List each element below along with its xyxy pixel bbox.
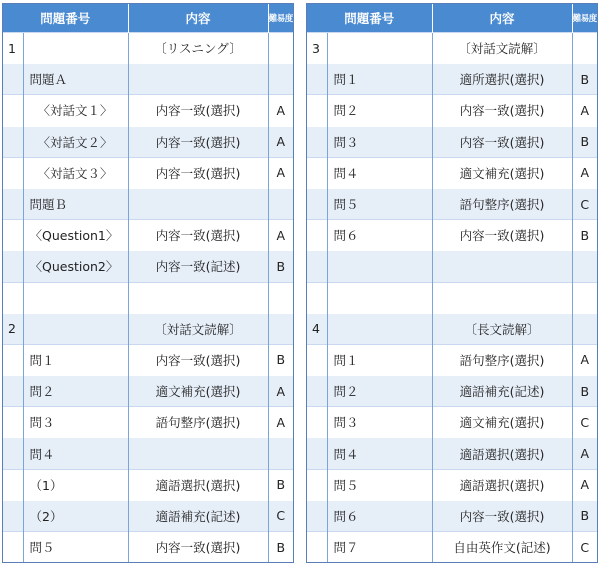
sub-question: 問４ <box>327 438 432 469</box>
difficulty-grade: A <box>268 157 293 188</box>
sub-question <box>327 282 432 313</box>
sub-question: （1） <box>23 469 128 500</box>
question-number <box>3 407 23 438</box>
difficulty-grade: A <box>572 95 597 126</box>
sub-question: 問題Ｂ <box>23 188 128 219</box>
sub-question: 〈Question2〉 <box>23 251 128 282</box>
difficulty-grade: C <box>572 532 597 563</box>
sub-question: 問７ <box>327 532 432 563</box>
question-number <box>3 500 23 531</box>
question-number <box>3 188 23 219</box>
right-table <box>307 4 597 562</box>
difficulty-grade: B <box>572 126 597 157</box>
sub-question: 問１ <box>327 64 432 95</box>
difficulty-grade: A <box>572 157 597 188</box>
difficulty-grade <box>268 282 293 313</box>
sub-question: 問２ <box>327 95 432 126</box>
question-content: 内容一致(選択) <box>128 157 268 188</box>
sub-question <box>23 313 128 344</box>
table-row <box>3 469 293 500</box>
left-table-panel <box>2 3 294 563</box>
table-row <box>3 251 293 282</box>
question-number: 2 <box>3 313 23 344</box>
question-content: 適語選択(選択) <box>432 469 572 500</box>
right-table-panel <box>306 3 598 563</box>
question-number <box>307 188 327 219</box>
left-table <box>3 4 293 562</box>
table-row <box>307 126 597 157</box>
question-number <box>3 220 23 251</box>
header-question: 問題番号 <box>3 4 128 33</box>
sub-question <box>327 313 432 344</box>
table-row <box>307 469 597 500</box>
question-number <box>307 376 327 407</box>
table-row <box>3 126 293 157</box>
sub-question: 問６ <box>327 220 432 251</box>
table-row <box>3 64 293 95</box>
question-content: 〔リスニング〕 <box>128 33 268 64</box>
difficulty-grade <box>268 33 293 64</box>
table-row <box>3 95 293 126</box>
table-row <box>3 532 293 563</box>
sub-question: 〈対話文３〉 <box>23 157 128 188</box>
question-content: 適語選択(選択) <box>432 438 572 469</box>
difficulty-grade: A <box>572 469 597 500</box>
question-content: 適所選択(選択) <box>432 64 572 95</box>
question-number: 1 <box>3 33 23 64</box>
table-row <box>307 157 597 188</box>
sub-question: 問３ <box>327 126 432 157</box>
question-number <box>307 438 327 469</box>
sub-question: 〈対話文１〉 <box>23 95 128 126</box>
table-row <box>307 313 597 344</box>
question-number <box>3 64 23 95</box>
sub-question: 問１ <box>23 344 128 375</box>
question-number <box>307 126 327 157</box>
header-content: 内容 <box>432 4 572 33</box>
question-content: 内容一致(選択) <box>432 126 572 157</box>
question-content: 内容一致(選択) <box>128 126 268 157</box>
question-content: 〔対話文読解〕 <box>128 313 268 344</box>
question-content <box>128 282 268 313</box>
question-number <box>3 282 23 313</box>
question-number <box>3 157 23 188</box>
right-table-body <box>307 33 597 563</box>
sub-question <box>327 251 432 282</box>
left-header-row <box>3 4 293 33</box>
question-number: 4 <box>307 313 327 344</box>
question-content: 内容一致(選択) <box>128 532 268 563</box>
question-content: 内容一致(選択) <box>128 344 268 375</box>
question-number <box>3 126 23 157</box>
difficulty-grade: C <box>572 188 597 219</box>
question-content <box>432 251 572 282</box>
table-row <box>307 33 597 64</box>
difficulty-grade: A <box>268 220 293 251</box>
difficulty-grade: A <box>268 376 293 407</box>
table-row <box>3 282 293 313</box>
header-difficulty: 難易度 <box>268 4 293 33</box>
question-number <box>307 64 327 95</box>
question-number <box>3 95 23 126</box>
table-row <box>307 438 597 469</box>
difficulty-grade: A <box>268 126 293 157</box>
question-number <box>307 407 327 438</box>
sub-question: 問題Ａ <box>23 64 128 95</box>
difficulty-grade: B <box>268 532 293 563</box>
difficulty-grade <box>268 438 293 469</box>
header-question: 問題番号 <box>307 4 432 33</box>
sub-question <box>327 33 432 64</box>
difficulty-grade: C <box>268 500 293 531</box>
question-number <box>3 251 23 282</box>
question-content: 内容一致(選択) <box>432 500 572 531</box>
difficulty-grade: B <box>268 344 293 375</box>
sub-question: 問６ <box>327 500 432 531</box>
table-row <box>307 500 597 531</box>
question-number <box>307 157 327 188</box>
difficulty-grade: B <box>268 251 293 282</box>
question-number: 3 <box>307 33 327 64</box>
sub-question: 問５ <box>23 532 128 563</box>
difficulty-grade: C <box>572 407 597 438</box>
table-row <box>3 157 293 188</box>
difficulty-grade <box>268 188 293 219</box>
difficulty-grade <box>572 313 597 344</box>
question-content: 適文補充(選択) <box>432 157 572 188</box>
sub-question <box>23 33 128 64</box>
sub-question: 〈Question1〉 <box>23 220 128 251</box>
right-header-row <box>307 4 597 33</box>
question-content <box>128 188 268 219</box>
difficulty-grade <box>572 33 597 64</box>
sub-question: （2） <box>23 500 128 531</box>
question-content: 適語補充(記述) <box>432 376 572 407</box>
question-content: 内容一致(選択) <box>128 95 268 126</box>
sub-question: 問４ <box>23 438 128 469</box>
difficulty-grade: A <box>268 407 293 438</box>
question-content <box>432 282 572 313</box>
question-number <box>307 282 327 313</box>
difficulty-grade <box>572 282 597 313</box>
table-row <box>3 188 293 219</box>
difficulty-grade <box>572 251 597 282</box>
table-row <box>3 33 293 64</box>
question-content: 内容一致(記述) <box>128 251 268 282</box>
question-content: 適文補充(選択) <box>432 407 572 438</box>
question-number <box>307 251 327 282</box>
table-row <box>307 407 597 438</box>
question-content: 語句整序(選択) <box>432 188 572 219</box>
question-content <box>128 438 268 469</box>
table-row <box>307 532 597 563</box>
header-content: 内容 <box>128 4 268 33</box>
difficulty-grade: B <box>572 376 597 407</box>
header-difficulty: 難易度 <box>572 4 597 33</box>
table-row <box>307 188 597 219</box>
question-number <box>3 469 23 500</box>
question-number <box>3 344 23 375</box>
question-content: 自由英作文(記述) <box>432 532 572 563</box>
difficulty-grade: A <box>572 344 597 375</box>
table-row <box>3 438 293 469</box>
question-number <box>307 500 327 531</box>
question-number <box>307 469 327 500</box>
sub-question: 問２ <box>327 376 432 407</box>
table-row <box>3 344 293 375</box>
sub-question: 問３ <box>23 407 128 438</box>
question-content: 内容一致(選択) <box>432 220 572 251</box>
sub-question: 問４ <box>327 157 432 188</box>
question-content: 内容一致(選択) <box>128 220 268 251</box>
table-row <box>307 344 597 375</box>
sub-question: 問３ <box>327 407 432 438</box>
left-table-body <box>3 33 293 563</box>
table-row <box>307 220 597 251</box>
table-row <box>307 95 597 126</box>
table-row <box>3 313 293 344</box>
sub-question: 〈対話文２〉 <box>23 126 128 157</box>
question-number <box>3 376 23 407</box>
question-content: 〔対話文読解〕 <box>432 33 572 64</box>
question-content: 適文補充(選択) <box>128 376 268 407</box>
question-number <box>3 532 23 563</box>
table-row <box>307 376 597 407</box>
question-content: 〔長文読解〕 <box>432 313 572 344</box>
difficulty-grade: A <box>268 95 293 126</box>
question-content: 適語補充(記述) <box>128 500 268 531</box>
table-row <box>3 500 293 531</box>
table-row <box>307 282 597 313</box>
question-number <box>307 220 327 251</box>
question-content <box>128 64 268 95</box>
difficulty-grade <box>268 64 293 95</box>
question-number <box>307 532 327 563</box>
difficulty-grade: B <box>268 469 293 500</box>
table-row <box>307 64 597 95</box>
table-row <box>3 376 293 407</box>
question-content: 内容一致(選択) <box>432 95 572 126</box>
difficulty-grade <box>268 313 293 344</box>
question-content: 語句整序(選択) <box>432 344 572 375</box>
question-number <box>307 344 327 375</box>
sub-question: 問２ <box>23 376 128 407</box>
sub-question: 問１ <box>327 344 432 375</box>
table-row <box>3 407 293 438</box>
difficulty-grade: A <box>572 438 597 469</box>
question-content: 語句整序(選択) <box>128 407 268 438</box>
question-content: 適語選択(選択) <box>128 469 268 500</box>
sub-question: 問５ <box>327 469 432 500</box>
sub-question <box>23 282 128 313</box>
difficulty-grade: B <box>572 64 597 95</box>
table-row <box>307 251 597 282</box>
difficulty-grade: B <box>572 220 597 251</box>
table-row <box>3 220 293 251</box>
question-number <box>3 438 23 469</box>
question-number <box>307 95 327 126</box>
sub-question: 問５ <box>327 188 432 219</box>
difficulty-grade: B <box>572 500 597 531</box>
